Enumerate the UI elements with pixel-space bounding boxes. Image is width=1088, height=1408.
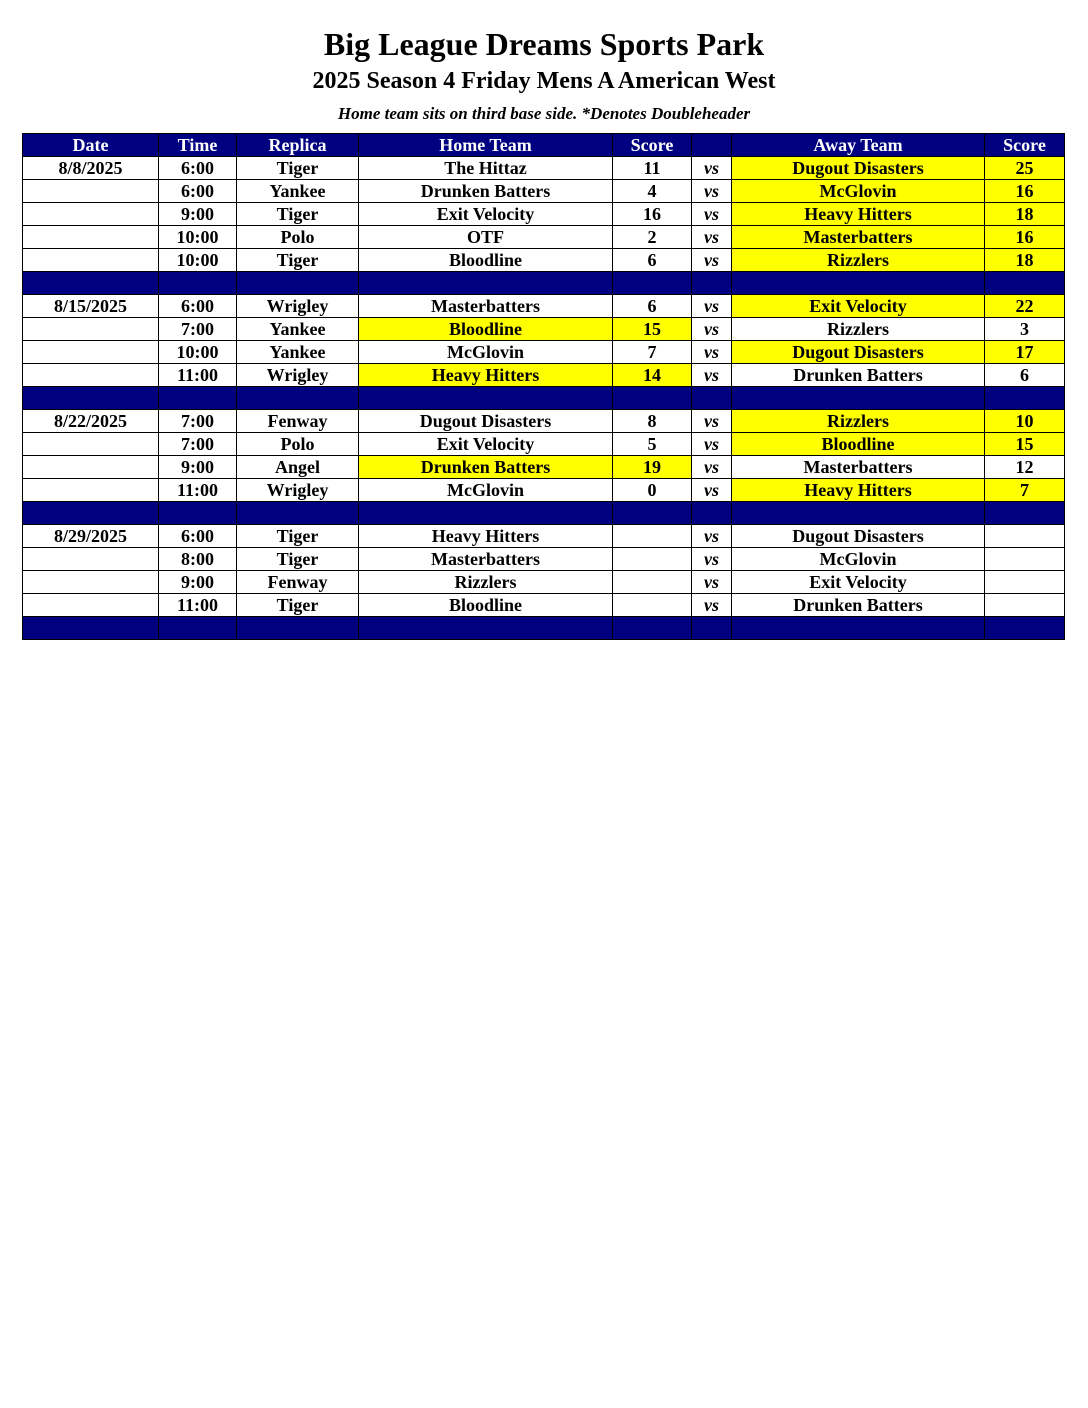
home-team: The Hittaz bbox=[359, 157, 613, 180]
separator-cell bbox=[732, 272, 985, 295]
away-score: 22 bbox=[985, 295, 1065, 318]
game-replica: Fenway bbox=[237, 571, 359, 594]
separator-cell bbox=[159, 387, 237, 410]
game-date: 8/29/2025 bbox=[23, 525, 159, 548]
game-row bbox=[23, 157, 1065, 180]
game-replica: Fenway bbox=[237, 410, 359, 433]
away-score bbox=[985, 594, 1065, 617]
game-date: 8/22/2025 bbox=[23, 410, 159, 433]
game-row bbox=[23, 479, 1065, 502]
week-separator-row bbox=[23, 272, 1065, 295]
game-date bbox=[23, 548, 159, 571]
vs-label: vs bbox=[692, 226, 732, 249]
header-replica: Replica bbox=[237, 134, 359, 157]
separator-cell bbox=[359, 387, 613, 410]
game-date bbox=[23, 594, 159, 617]
away-score: 25 bbox=[985, 157, 1065, 180]
home-score bbox=[613, 525, 692, 548]
game-row bbox=[23, 249, 1065, 272]
game-date bbox=[23, 364, 159, 387]
away-score: 6 bbox=[985, 364, 1065, 387]
away-score: 18 bbox=[985, 203, 1065, 226]
game-date bbox=[23, 341, 159, 364]
separator-cell bbox=[613, 502, 692, 525]
game-time: 8:00 bbox=[159, 548, 237, 571]
header-home-team: Home Team bbox=[359, 134, 613, 157]
away-team: Heavy Hitters bbox=[732, 203, 985, 226]
home-team: Rizzlers bbox=[359, 571, 613, 594]
separator-cell bbox=[732, 387, 985, 410]
home-team: Drunken Batters bbox=[359, 456, 613, 479]
game-date bbox=[23, 249, 159, 272]
away-score: 12 bbox=[985, 456, 1065, 479]
vs-label: vs bbox=[692, 203, 732, 226]
separator-cell bbox=[237, 387, 359, 410]
game-time: 11:00 bbox=[159, 594, 237, 617]
header-vs bbox=[692, 134, 732, 157]
game-date: 8/15/2025 bbox=[23, 295, 159, 318]
separator-cell bbox=[237, 272, 359, 295]
away-team: Dugout Disasters bbox=[732, 525, 985, 548]
game-replica: Wrigley bbox=[237, 479, 359, 502]
separator-cell bbox=[613, 272, 692, 295]
away-score bbox=[985, 525, 1065, 548]
home-score: 19 bbox=[613, 456, 692, 479]
home-score: 15 bbox=[613, 318, 692, 341]
separator-cell bbox=[23, 617, 159, 640]
header-date: Date bbox=[23, 134, 159, 157]
separator-cell bbox=[237, 502, 359, 525]
home-team: Exit Velocity bbox=[359, 433, 613, 456]
away-team: Rizzlers bbox=[732, 318, 985, 341]
game-row bbox=[23, 295, 1065, 318]
away-team: Rizzlers bbox=[732, 249, 985, 272]
home-team: McGlovin bbox=[359, 479, 613, 502]
game-row bbox=[23, 226, 1065, 249]
home-score bbox=[613, 548, 692, 571]
home-team: Heavy Hitters bbox=[359, 525, 613, 548]
home-team: Heavy Hitters bbox=[359, 364, 613, 387]
separator-cell bbox=[613, 617, 692, 640]
away-score: 15 bbox=[985, 433, 1065, 456]
game-replica: Tiger bbox=[237, 249, 359, 272]
week-separator-row bbox=[23, 617, 1065, 640]
vs-label: vs bbox=[692, 479, 732, 502]
away-score: 10 bbox=[985, 410, 1065, 433]
separator-cell bbox=[23, 502, 159, 525]
game-row bbox=[23, 410, 1065, 433]
away-team: Heavy Hitters bbox=[732, 479, 985, 502]
away-team: Exit Velocity bbox=[732, 571, 985, 594]
away-team: Drunken Batters bbox=[732, 594, 985, 617]
game-time: 10:00 bbox=[159, 226, 237, 249]
away-team: McGlovin bbox=[732, 548, 985, 571]
game-replica: Polo bbox=[237, 433, 359, 456]
vs-label: vs bbox=[692, 295, 732, 318]
separator-cell bbox=[159, 272, 237, 295]
home-score bbox=[613, 571, 692, 594]
game-replica: Tiger bbox=[237, 525, 359, 548]
home-team: Masterbatters bbox=[359, 548, 613, 571]
game-replica: Tiger bbox=[237, 548, 359, 571]
game-date bbox=[23, 571, 159, 594]
vs-label: vs bbox=[692, 341, 732, 364]
game-time: 6:00 bbox=[159, 180, 237, 203]
game-row bbox=[23, 433, 1065, 456]
game-row bbox=[23, 341, 1065, 364]
away-score: 16 bbox=[985, 180, 1065, 203]
game-replica: Yankee bbox=[237, 341, 359, 364]
away-score: 3 bbox=[985, 318, 1065, 341]
game-time: 7:00 bbox=[159, 433, 237, 456]
home-team: McGlovin bbox=[359, 341, 613, 364]
vs-label: vs bbox=[692, 525, 732, 548]
game-row bbox=[23, 180, 1065, 203]
game-replica: Tiger bbox=[237, 203, 359, 226]
separator-cell bbox=[23, 272, 159, 295]
separator-cell bbox=[985, 502, 1065, 525]
game-row bbox=[23, 203, 1065, 226]
separator-cell bbox=[985, 387, 1065, 410]
game-row bbox=[23, 548, 1065, 571]
separator-cell bbox=[359, 272, 613, 295]
page-subtitle: 2025 Season 4 Friday Mens A American West bbox=[312, 68, 776, 94]
separator-cell bbox=[692, 387, 732, 410]
game-row bbox=[23, 364, 1065, 387]
home-team: Masterbatters bbox=[359, 295, 613, 318]
game-row bbox=[23, 594, 1065, 617]
header-away-score: Score bbox=[985, 134, 1065, 157]
separator-cell bbox=[985, 272, 1065, 295]
game-time: 9:00 bbox=[159, 571, 237, 594]
home-team: Exit Velocity bbox=[359, 203, 613, 226]
separator-cell bbox=[613, 387, 692, 410]
game-time: 7:00 bbox=[159, 318, 237, 341]
game-date bbox=[23, 456, 159, 479]
home-score: 16 bbox=[613, 203, 692, 226]
week-separator-row bbox=[23, 387, 1065, 410]
vs-label: vs bbox=[692, 571, 732, 594]
game-row bbox=[23, 525, 1065, 548]
away-team: Drunken Batters bbox=[732, 364, 985, 387]
game-replica: Wrigley bbox=[237, 364, 359, 387]
away-team: Dugout Disasters bbox=[732, 157, 985, 180]
away-score bbox=[985, 548, 1065, 571]
schedule-note: Home team sits on third base side. *Denotes Doubleheader bbox=[337, 104, 751, 123]
game-time: 6:00 bbox=[159, 157, 237, 180]
vs-label: vs bbox=[692, 157, 732, 180]
separator-cell bbox=[732, 502, 985, 525]
away-team: Masterbatters bbox=[732, 456, 985, 479]
game-date bbox=[23, 479, 159, 502]
away-team: Bloodline bbox=[732, 433, 985, 456]
home-score: 14 bbox=[613, 364, 692, 387]
game-time: 10:00 bbox=[159, 341, 237, 364]
header-time: Time bbox=[159, 134, 237, 157]
separator-cell bbox=[732, 617, 985, 640]
header-row bbox=[23, 134, 1065, 157]
game-replica: Tiger bbox=[237, 157, 359, 180]
away-team: Masterbatters bbox=[732, 226, 985, 249]
game-time: 9:00 bbox=[159, 456, 237, 479]
game-date bbox=[23, 318, 159, 341]
separator-cell bbox=[692, 617, 732, 640]
separator-cell bbox=[985, 617, 1065, 640]
game-row bbox=[23, 571, 1065, 594]
game-replica: Wrigley bbox=[237, 295, 359, 318]
game-time: 9:00 bbox=[159, 203, 237, 226]
separator-cell bbox=[692, 502, 732, 525]
home-team: Bloodline bbox=[359, 594, 613, 617]
home-score: 8 bbox=[613, 410, 692, 433]
page-title: Big League Dreams Sports Park bbox=[323, 26, 765, 62]
week-separator-row bbox=[23, 502, 1065, 525]
vs-label: vs bbox=[692, 364, 732, 387]
game-replica: Angel bbox=[237, 456, 359, 479]
away-score bbox=[985, 571, 1065, 594]
separator-cell bbox=[23, 387, 159, 410]
game-time: 10:00 bbox=[159, 249, 237, 272]
schedule-table bbox=[22, 133, 1065, 640]
away-score: 7 bbox=[985, 479, 1065, 502]
header-away-team: Away Team bbox=[732, 134, 985, 157]
game-date bbox=[23, 180, 159, 203]
separator-cell bbox=[159, 617, 237, 640]
game-time: 7:00 bbox=[159, 410, 237, 433]
separator-cell bbox=[237, 617, 359, 640]
vs-label: vs bbox=[692, 180, 732, 203]
game-replica: Yankee bbox=[237, 180, 359, 203]
away-score: 17 bbox=[985, 341, 1065, 364]
game-time: 11:00 bbox=[159, 364, 237, 387]
home-team: Bloodline bbox=[359, 318, 613, 341]
vs-label: vs bbox=[692, 456, 732, 479]
home-score: 2 bbox=[613, 226, 692, 249]
vs-label: vs bbox=[692, 548, 732, 571]
home-team: Dugout Disasters bbox=[359, 410, 613, 433]
away-team: McGlovin bbox=[732, 180, 985, 203]
game-time: 6:00 bbox=[159, 525, 237, 548]
vs-label: vs bbox=[692, 433, 732, 456]
home-score: 7 bbox=[613, 341, 692, 364]
separator-cell bbox=[359, 617, 613, 640]
separator-cell bbox=[359, 502, 613, 525]
away-team: Dugout Disasters bbox=[732, 341, 985, 364]
schedule-body bbox=[23, 157, 1065, 640]
game-row bbox=[23, 456, 1065, 479]
separator-cell bbox=[692, 272, 732, 295]
header-home-score: Score bbox=[613, 134, 692, 157]
home-score: 6 bbox=[613, 249, 692, 272]
game-time: 6:00 bbox=[159, 295, 237, 318]
separator-cell bbox=[159, 502, 237, 525]
home-score: 0 bbox=[613, 479, 692, 502]
away-score: 16 bbox=[985, 226, 1065, 249]
vs-label: vs bbox=[692, 249, 732, 272]
home-score: 6 bbox=[613, 295, 692, 318]
game-time: 11:00 bbox=[159, 479, 237, 502]
game-date bbox=[23, 203, 159, 226]
game-date: 8/8/2025 bbox=[23, 157, 159, 180]
home-score: 5 bbox=[613, 433, 692, 456]
vs-label: vs bbox=[692, 318, 732, 341]
game-date bbox=[23, 226, 159, 249]
home-team: OTF bbox=[359, 226, 613, 249]
home-score: 11 bbox=[613, 157, 692, 180]
vs-label: vs bbox=[692, 410, 732, 433]
away-team: Rizzlers bbox=[732, 410, 985, 433]
away-score: 18 bbox=[985, 249, 1065, 272]
game-replica: Polo bbox=[237, 226, 359, 249]
home-team: Drunken Batters bbox=[359, 180, 613, 203]
home-score bbox=[613, 594, 692, 617]
game-date bbox=[23, 433, 159, 456]
game-replica: Yankee bbox=[237, 318, 359, 341]
away-team: Exit Velocity bbox=[732, 295, 985, 318]
vs-label: vs bbox=[692, 594, 732, 617]
game-row bbox=[23, 318, 1065, 341]
home-score: 4 bbox=[613, 180, 692, 203]
game-replica: Tiger bbox=[237, 594, 359, 617]
home-team: Bloodline bbox=[359, 249, 613, 272]
